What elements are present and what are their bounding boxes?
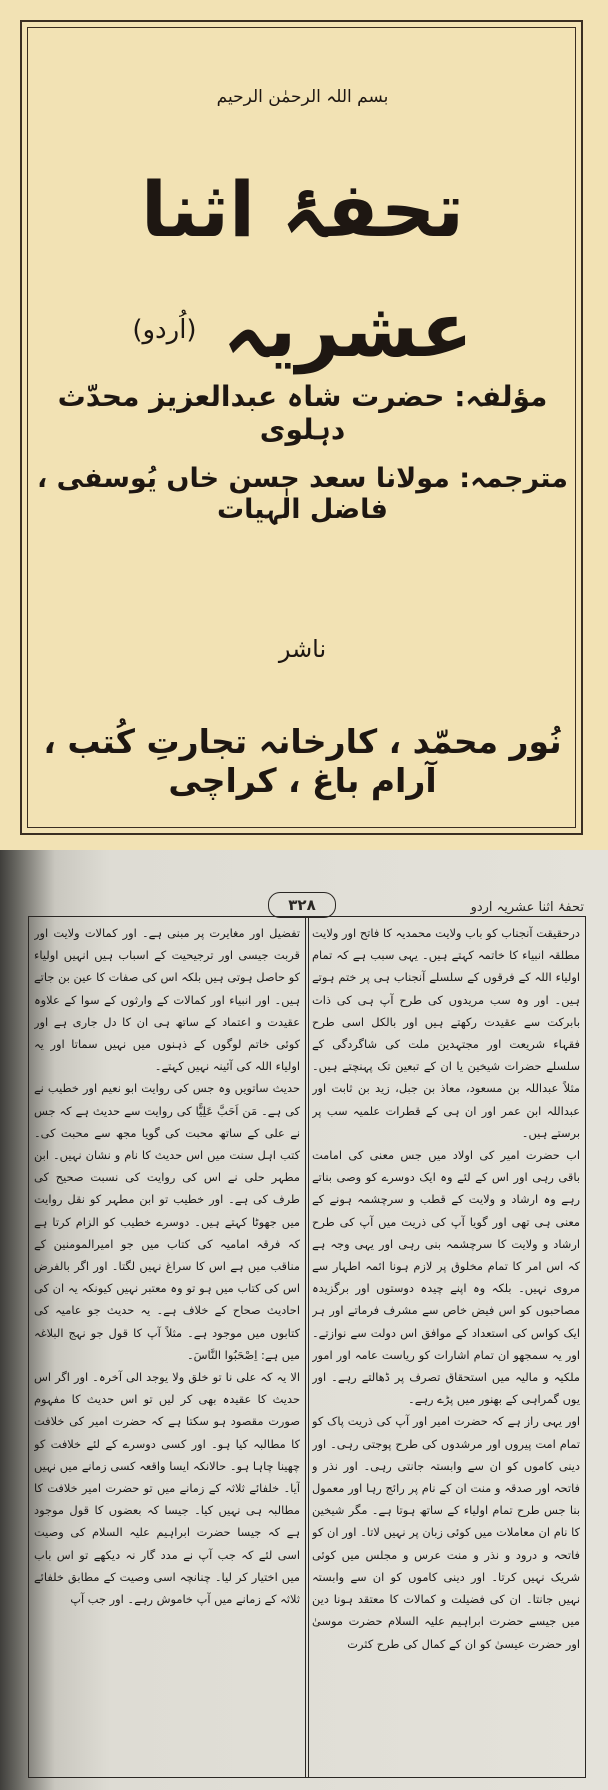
inner-page [0, 850, 608, 1790]
right-column-paragraph: اور یہی راز ہے کہ حضرت امیر اور آپ کی ذریت پاک کو تمام امت پیروں اور مرشدوں کی طرح پوجتی رہی۔ اور دینی کاموں کو ان سے وابستہ جانتی رہی۔ اور نذر و فاتحہ اور صدقہ و منت ان کے نام پر رائج رہا اور معمول بنا جس طرح تمام اولیاء کے ساتھ ہوتا ہے۔ مگر شیخین کا نام ان معاملات میں کوئی زبان پر نہیں لاتا۔ اور ان کو فاتحہ و درود و نذر و منت عرس و مجلس میں کوئی شریک نہیں کرتا۔ اور دینی کاموں کو ان سے وابستہ نہیں جانتا۔ ان کی فضیلت و کمالات کا معتقد ہونا دین میں جیسے حضرت ابراہیم علیہ السلام حضرت موسیٰ اور حضرت عیسیٰ کو ان کے کمال کی طرح کثرت [312, 1414, 580, 1651]
book-title-main: تحفۂ اثنا عشریہ [140, 165, 473, 374]
book-title [30, 150, 575, 390]
running-header: تحفۂ اثنا عشریہ اردو [470, 900, 584, 915]
left-text-column [34, 922, 300, 1772]
translator-line: مترجمہ: مولانا سعد حسن خاں یُوسفی ، فاضل الٰہیات [36, 463, 569, 525]
book-title-note: (اُردو) [132, 315, 197, 345]
left-column-paragraph: حدیث ساتویں وہ جس کی روایت ابو نعیم اور خطیب نے کی ہے۔ مَن اَحَبَّ عَلِیًّا کی روایت سے حدیث ہے کہ جس نے علی کے ساتھ محبت کی گویا مجھ سے محبت کی۔ کتب اہل سنت میں اس حدیث کا نام و نشان نہیں۔ ابن مطہر حلی نے اس کی روایت کی نسبت صحیح کی طرف کی ہے۔ اور خطیب تو ابن مطہر کو نقل روایت میں جھوٹا کہتے ہیں۔ دوسرے خطیب کو الزام کرتا ہے کہ فرقہ امامیہ کی کتاب میں جو امیرالمومنین کے مناقب میں ہے اس کا سراغ نہیں لگتا۔ اور اگر بالفرض اس کی کتاب میں ہو تو وہ معتبر نہیں کیونکہ یہ ان کی احادیث صحاح کے خلاف ہے۔ یہ حدیث جو عامیہ کی کتابوں میں موجود ہے۔ مثلاً آپ کا قول جو نہج البلاغہ میں ہے: اِصْحَبُوا النَّاسَ۔ [34, 1081, 300, 1362]
publisher-label: ناشر [278, 635, 327, 663]
bismillah: بسم اللہ الرحمٰن الرحیم [216, 87, 389, 107]
publisher-line: نُور محمّد ، کارخانہ تجارتِ کُتب ، آرام باغ ، کراچی [43, 722, 562, 800]
column-divider [305, 916, 309, 1778]
left-column-paragraph: الا یہ کہ علی نا تو خلق ولا یوجد الی آخرہ۔ اور اگر اس حدیث کا عقیدہ بھی کر لیں تو اس حدیث کا مفہوم صورت مقصود ہو سکتا ہے کہ حضرت امیر کی خلافت کا مطالبہ کیا ہو۔ اور کسی دوسرے کے لئے خلافت کو چھینا چاہا ہو۔ حالانکہ ایسا واقعہ کسی زمانے میں نہیں آیا۔ خلفائے ثلاثہ کے زمانے میں تو حضرت امیر خلافت کا مطالبہ ہی نہیں کیا۔ جیسا کہ بعضوں کا قول موجود ہے کہ جیسا حضرت ابراہیم علیہ السلام کی وصیت اسی لئے کہ جب آپ نے مدد گار نہ دیکھے تو اس باب میں اختیار کر لیا۔ چنانچہ اسی وصیت کے مطابق خلفائے ثلاثہ کے زمانے میں آپ خاموش رہے۔ اور جب آپ [34, 1370, 300, 1607]
right-column-paragraph: درحقیقت آنجناب کو باب ولایت محمدیہ کا فاتح اور ولایت مطلقہ انبیاء کا خاتمہ کہتے ہیں۔ یہی سبب ہے کہ تمام اولیاء اللہ کے فرقوں کے سلسلے آنجناب ہی پر ختم ہوتے ہیں۔ اور وہ سب مریدوں کی طرح آپ ہی کی ذات بابرکت سے عقیدت رکھتے ہیں اور بالکل اسی طرح فقہاء شریعت اور مجتہدین ملت کی شاگردگی کے سلسلے حضرات شیخین یا ان کے تبعین تک پہنچتے ہیں۔ مثلاً عبداللہ بن مسعود، معاذ بن جبل، زید بن ثابت اور عبداللہ ابن عمر اور ان ہی کے قطرات علمیہ سب پر برستے ہیں۔ [312, 926, 580, 1140]
left-column-paragraph: تفضیل اور مغایرت پر مبنی ہے۔ اور کمالات ولایت اور قربت جیسی اور ترجیحیت کے اسباب ہیں انہیں اولیاء کو حاصل ہوتی ہیں بلکہ اس کی صفات کا عین بن جاتے ہیں۔ اور انبیاء اور کمالات کے وارثوں کے سوا کے علاوہ عقیدت و اعتماد کے ساتھ ہی ان کا دل جاری ہے اور کوئی خاتم لوگوں کے ذہنوں میں نہیں سماتا اور یہ اولیاء اللہ کی آئینہ نہیں کہتے۔ [34, 926, 300, 1074]
title-page [0, 0, 608, 850]
right-text-column [312, 922, 580, 1772]
right-column-paragraph: اب حضرت امیر کی اولاد میں جس معنی کی امامت باقی رہی اور اس کے لئے وہ ایک دوسرے کو وصی بناتے رہے وہ ارشاد و ولایت کے قطب و سرچشمہ ہونے کے معنی ہی تھی اور گویا آپ کی ذریت میں آپ کی طرح ارشاد و ولایت کا سرچشمہ بنی رہی اور یہی وجہ ہے کہ اس امر کا تمام مخلوق پر لازم ہونا ائمہ اطہار سے مروی نہیں۔ بلکہ وہ اپنے چیدہ دوستوں اور برگزیدہ مصاحبوں کو اس فیض خاص سے مشرف فرماتے اور ہر ایک کواس کی استعداد کے موافق اس دولت سے نوازتے۔ اور یہ سمجھو ان تمام اشارات کو ریاست عامہ اور امور ملکیہ و مالیہ میں استحقاق تصرف پر ڈھالتے رہے۔ اور یوں گمراہی کے بھنور میں پڑے رہے۔ [312, 1148, 580, 1407]
author-line: مؤلفہ: حضرت شاہ عبدالعزیز محدّث دہلوی [57, 380, 548, 446]
page-number: ۳۲۸ [268, 892, 336, 918]
